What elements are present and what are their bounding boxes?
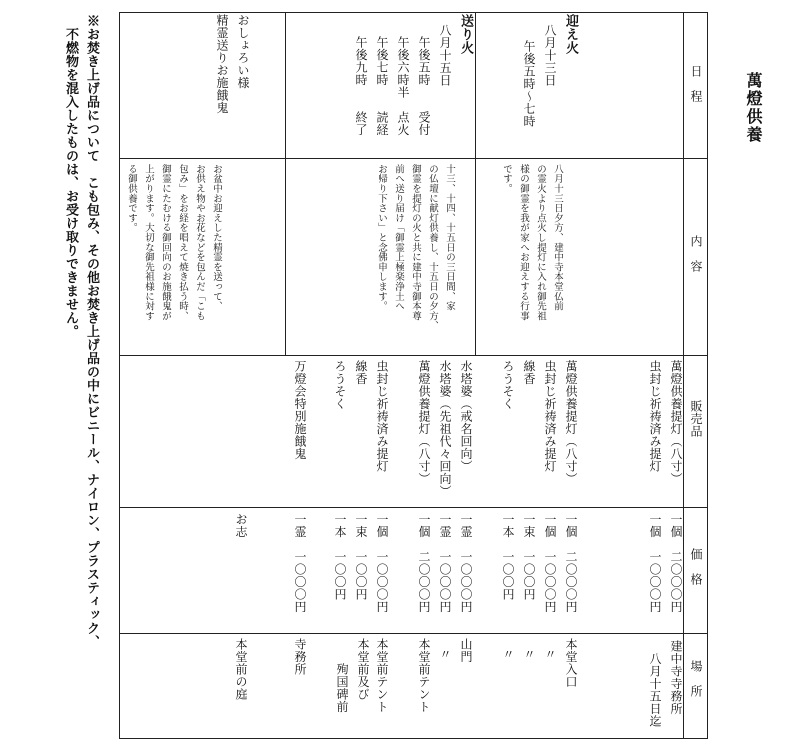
presale-item-2: 虫封じ祈祷済み提灯: [648, 360, 662, 473]
okuribi-item-6: ろうそく: [333, 360, 347, 410]
mukaebi-item-1: 萬燈供養提灯（八寸）: [564, 360, 578, 485]
presale-price-1: 一個 二〇〇〇円: [669, 513, 683, 613]
okuribi-price-4: 一個 一〇〇〇円: [375, 513, 389, 613]
okuribi-item-3: 萬燈供養提灯（八寸）: [417, 360, 431, 485]
okuribi-time-2: 午後六時半 点火: [396, 36, 410, 136]
presale-place: 建中寺寺務所 八月十五日迄: [648, 640, 683, 728]
header-price: 価 格: [689, 548, 703, 586]
header-schedule: 日 程: [689, 65, 703, 103]
okuribi-heading: 送り火: [458, 14, 473, 55]
mukaebi-place-1: 本堂入口: [564, 638, 578, 688]
oshorai-price: お志: [234, 513, 248, 538]
mukaebi-price-1: 一個 二〇〇〇円: [564, 513, 578, 613]
okuribi-place-4: 本堂前テント: [375, 638, 389, 713]
okuribi-price-3: 一個 二〇〇〇円: [417, 513, 431, 613]
header-items: 販売品: [689, 400, 703, 438]
mukaebi-desc: 八月十三日夕方、建中寺本堂仏前 の霊火より点火し提灯に入れ御先祖 様の御霊を我が家へお迎えする行事 です。: [501, 164, 563, 321]
mukaebi-item-2: 虫封じ祈祷済み提灯: [543, 360, 557, 473]
page-title: 萬燈供養: [744, 72, 763, 144]
header-place: 場 所: [689, 660, 703, 698]
footnote: ※お焚き上げ品について こも包み、その他お焚き上げ品の中にビニール、ナイロン、プラスティック、 不燃物を混入したものは、お受け取りできません。: [63, 14, 99, 649]
mukaebi-place-3: 〃: [522, 648, 536, 661]
okuribi-place-1: 山門: [459, 638, 473, 663]
okuribi-price-5: 一束 一〇〇円: [354, 513, 368, 601]
mukaebi-heading: 迎え火: [563, 14, 578, 55]
mukaebi-price-4: 一本 一〇〇円: [501, 513, 515, 601]
okuribi-time-1: 午後五時 受付: [417, 36, 431, 136]
mukaebi-place-2: 〃: [543, 648, 557, 661]
oshorai-desc: お盆中お迎えした精霊を送って、 お供え物やお花などを包んだ「こも 包み」をお経を唱えて焼き払う時、 御霊にたむける御回向のお施餓鬼が 上がります。大切な御先祖様に対す る御供養です。: [126, 164, 222, 321]
okuribi-desc: 十三、十四、十五日の三日間、家 の仏壇に献灯供養し、十五日の夕方、 御霊を提灯の火と共に建中寺御本尊 前へ送り届け「御霊上極楽浄土へ お帰り下さい」と念佛申します。: [376, 164, 455, 331]
okuribi-time-4: 午後九時 終了: [354, 36, 368, 136]
okuribi-time-3: 午後七時 読経: [375, 36, 389, 136]
okuribi-item-4: 虫封じ祈祷済み提灯: [375, 360, 389, 473]
okuribi-item-1: 水塔婆（戒名回向）: [459, 360, 473, 473]
okuribi-item-2: 水塔婆（先祖代々回向）: [438, 360, 452, 498]
okuribi-price-2: 一霊 一〇〇〇円: [438, 513, 452, 613]
okuribi-place-2: 〃: [438, 648, 452, 661]
mukaebi-price-2: 一個 一〇〇〇円: [543, 513, 557, 613]
mukaebi-time: 午後五時～七時: [522, 40, 536, 128]
header-content: 内 容: [689, 235, 703, 273]
okuribi-place-3: 本堂前テント: [417, 638, 431, 713]
presale-price-2: 一個 一〇〇〇円: [648, 513, 662, 613]
okuribi-place-5: 本堂前及び 殉国碑前: [335, 638, 370, 713]
mukaebi-price-3: 一束 一〇〇円: [522, 513, 536, 601]
okuribi-price-7: 一霊 一〇〇〇円: [293, 513, 307, 613]
okuribi-item-5: 線香: [354, 360, 368, 385]
mukaebi-date: 八月十三日: [543, 24, 557, 87]
mukaebi-item-3: 線香: [522, 360, 536, 385]
okuribi-item-7: 万燈会特別施餓鬼: [293, 360, 307, 460]
okuribi-price-1: 一霊 一〇〇〇円: [459, 513, 473, 613]
oshorai-place: 本堂前の庭: [234, 638, 248, 701]
presale-item-1: 萬燈供養提灯（八寸）: [669, 360, 683, 485]
mukaebi-place-4: 〃: [501, 648, 515, 661]
okuribi-price-6: 一本 一〇〇円: [333, 513, 347, 601]
mukaebi-item-4: ろうそく: [501, 360, 515, 410]
okuribi-place-7: 寺務所: [293, 638, 307, 676]
okuribi-date: 八月十五日: [438, 24, 452, 87]
oshorai-heading: おしょろい様 精霊送りお施餓鬼: [215, 14, 250, 114]
